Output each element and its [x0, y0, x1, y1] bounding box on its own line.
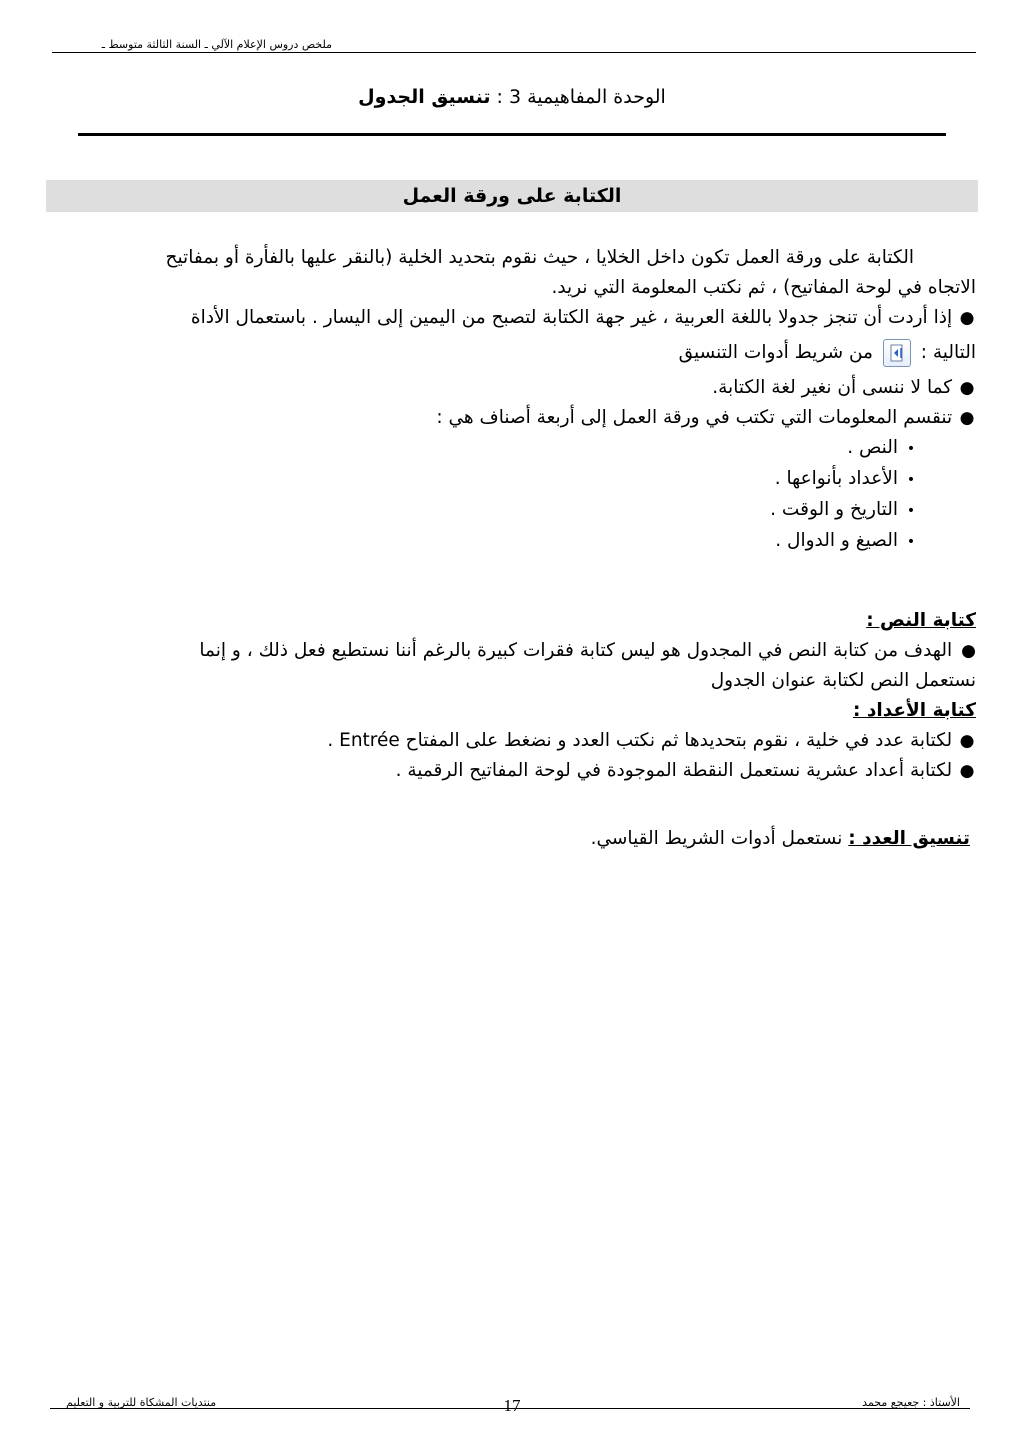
bullet-categories: ● تنقسم المعلومات التي تكتب في ورقة العمل إلى أربعة أصناف هي :: [50, 403, 976, 433]
unit-title-prefix: الوحدة المفاهيمية 3 :: [490, 86, 666, 108]
footer-author: الأستاذ : جعيجع محمد: [862, 1396, 960, 1409]
text-writing-section: [50, 606, 976, 786]
bullet-icon: ●: [959, 308, 975, 328]
number-format-heading: تنسيق العدد :: [848, 828, 970, 849]
number-format-line: [50, 824, 970, 854]
section-body: [50, 243, 976, 557]
text-writing-heading: كتابة النص :: [866, 610, 976, 631]
text-writing-line-1: ● الهدف من كتابة النص في المجدول هو ليس كتابة فقرات كبيرة بالرغم أننا نستطيع فعل ذلك ، و إنما: [50, 636, 976, 666]
unit-title-name: تنسيق الجدول: [358, 86, 491, 108]
running-header: ملخص دروس الإعلام الآلي ـ السنة الثالثة متوسط ـ: [101, 38, 332, 51]
number-format-text: نستعمل أدوات الشريط القياسي.: [590, 828, 843, 849]
bullet-icon: ●: [961, 641, 976, 661]
intro-line-1: الكتابة على ورقة العمل تكون داخل الخلايا ، حيث نقوم بتحديد الخلية (بالنقر عليها بالفأرة أو بمفاتيح: [165, 247, 914, 268]
number-writing-bullet-2: ● لكتابة أعداد عشرية نستعمل النقطة الموجودة في لوحة المفاتيح الرقمية .: [50, 756, 976, 786]
bullet-language: ● كما لا ننسى أن نغير لغة الكتابة.: [50, 373, 976, 403]
bullet-rtl-line-2: التالية : من شريط أدوات التنسيق: [50, 333, 976, 373]
categories-list: [50, 433, 976, 557]
footer-forum: منتديات المشكاة للتربية و التعليم: [66, 1396, 217, 1409]
list-item: •النص .: [847, 437, 916, 458]
bullet-icon: ●: [959, 408, 975, 428]
bullet-icon: ●: [959, 378, 975, 398]
bullet-rtl-line-1: ● إذا أردت أن تنجز جدولا باللغة العربية ، غير جهة الكتابة لتصبح من اليمين إلى اليسار . باستعمال الأداة: [50, 303, 976, 333]
list-item: •التاريخ و الوقت .: [770, 499, 916, 520]
list-item: •الصيغ و الدوال .: [775, 530, 916, 551]
page-number: 17: [503, 1396, 521, 1415]
bullet-icon: ●: [959, 731, 975, 751]
bullet-icon: ●: [959, 761, 975, 781]
intro-line-2: الاتجاه في لوحة المفاتيح) ، ثم نكتب المعلومة التي نريد.: [551, 277, 976, 298]
number-writing-heading: كتابة الأعداد :: [853, 700, 976, 721]
right-to-left-icon: [883, 339, 911, 367]
text-writing-line-2: نستعمل النص لكتابة عنوان الجدول: [710, 670, 976, 691]
unit-title: [0, 86, 1024, 108]
header-rule: [52, 52, 976, 53]
number-writing-bullet-1: ● لكتابة عدد في خلية ، نقوم بتحديدها ثم نكتب العدد و نضغط على المفتاح Entrée .: [50, 726, 976, 756]
title-rule: [78, 133, 946, 136]
number-format-section: [50, 824, 970, 854]
list-item: •الأعداد بأنواعها .: [774, 468, 916, 489]
section-heading: الكتابة على ورقة العمل: [46, 180, 978, 212]
